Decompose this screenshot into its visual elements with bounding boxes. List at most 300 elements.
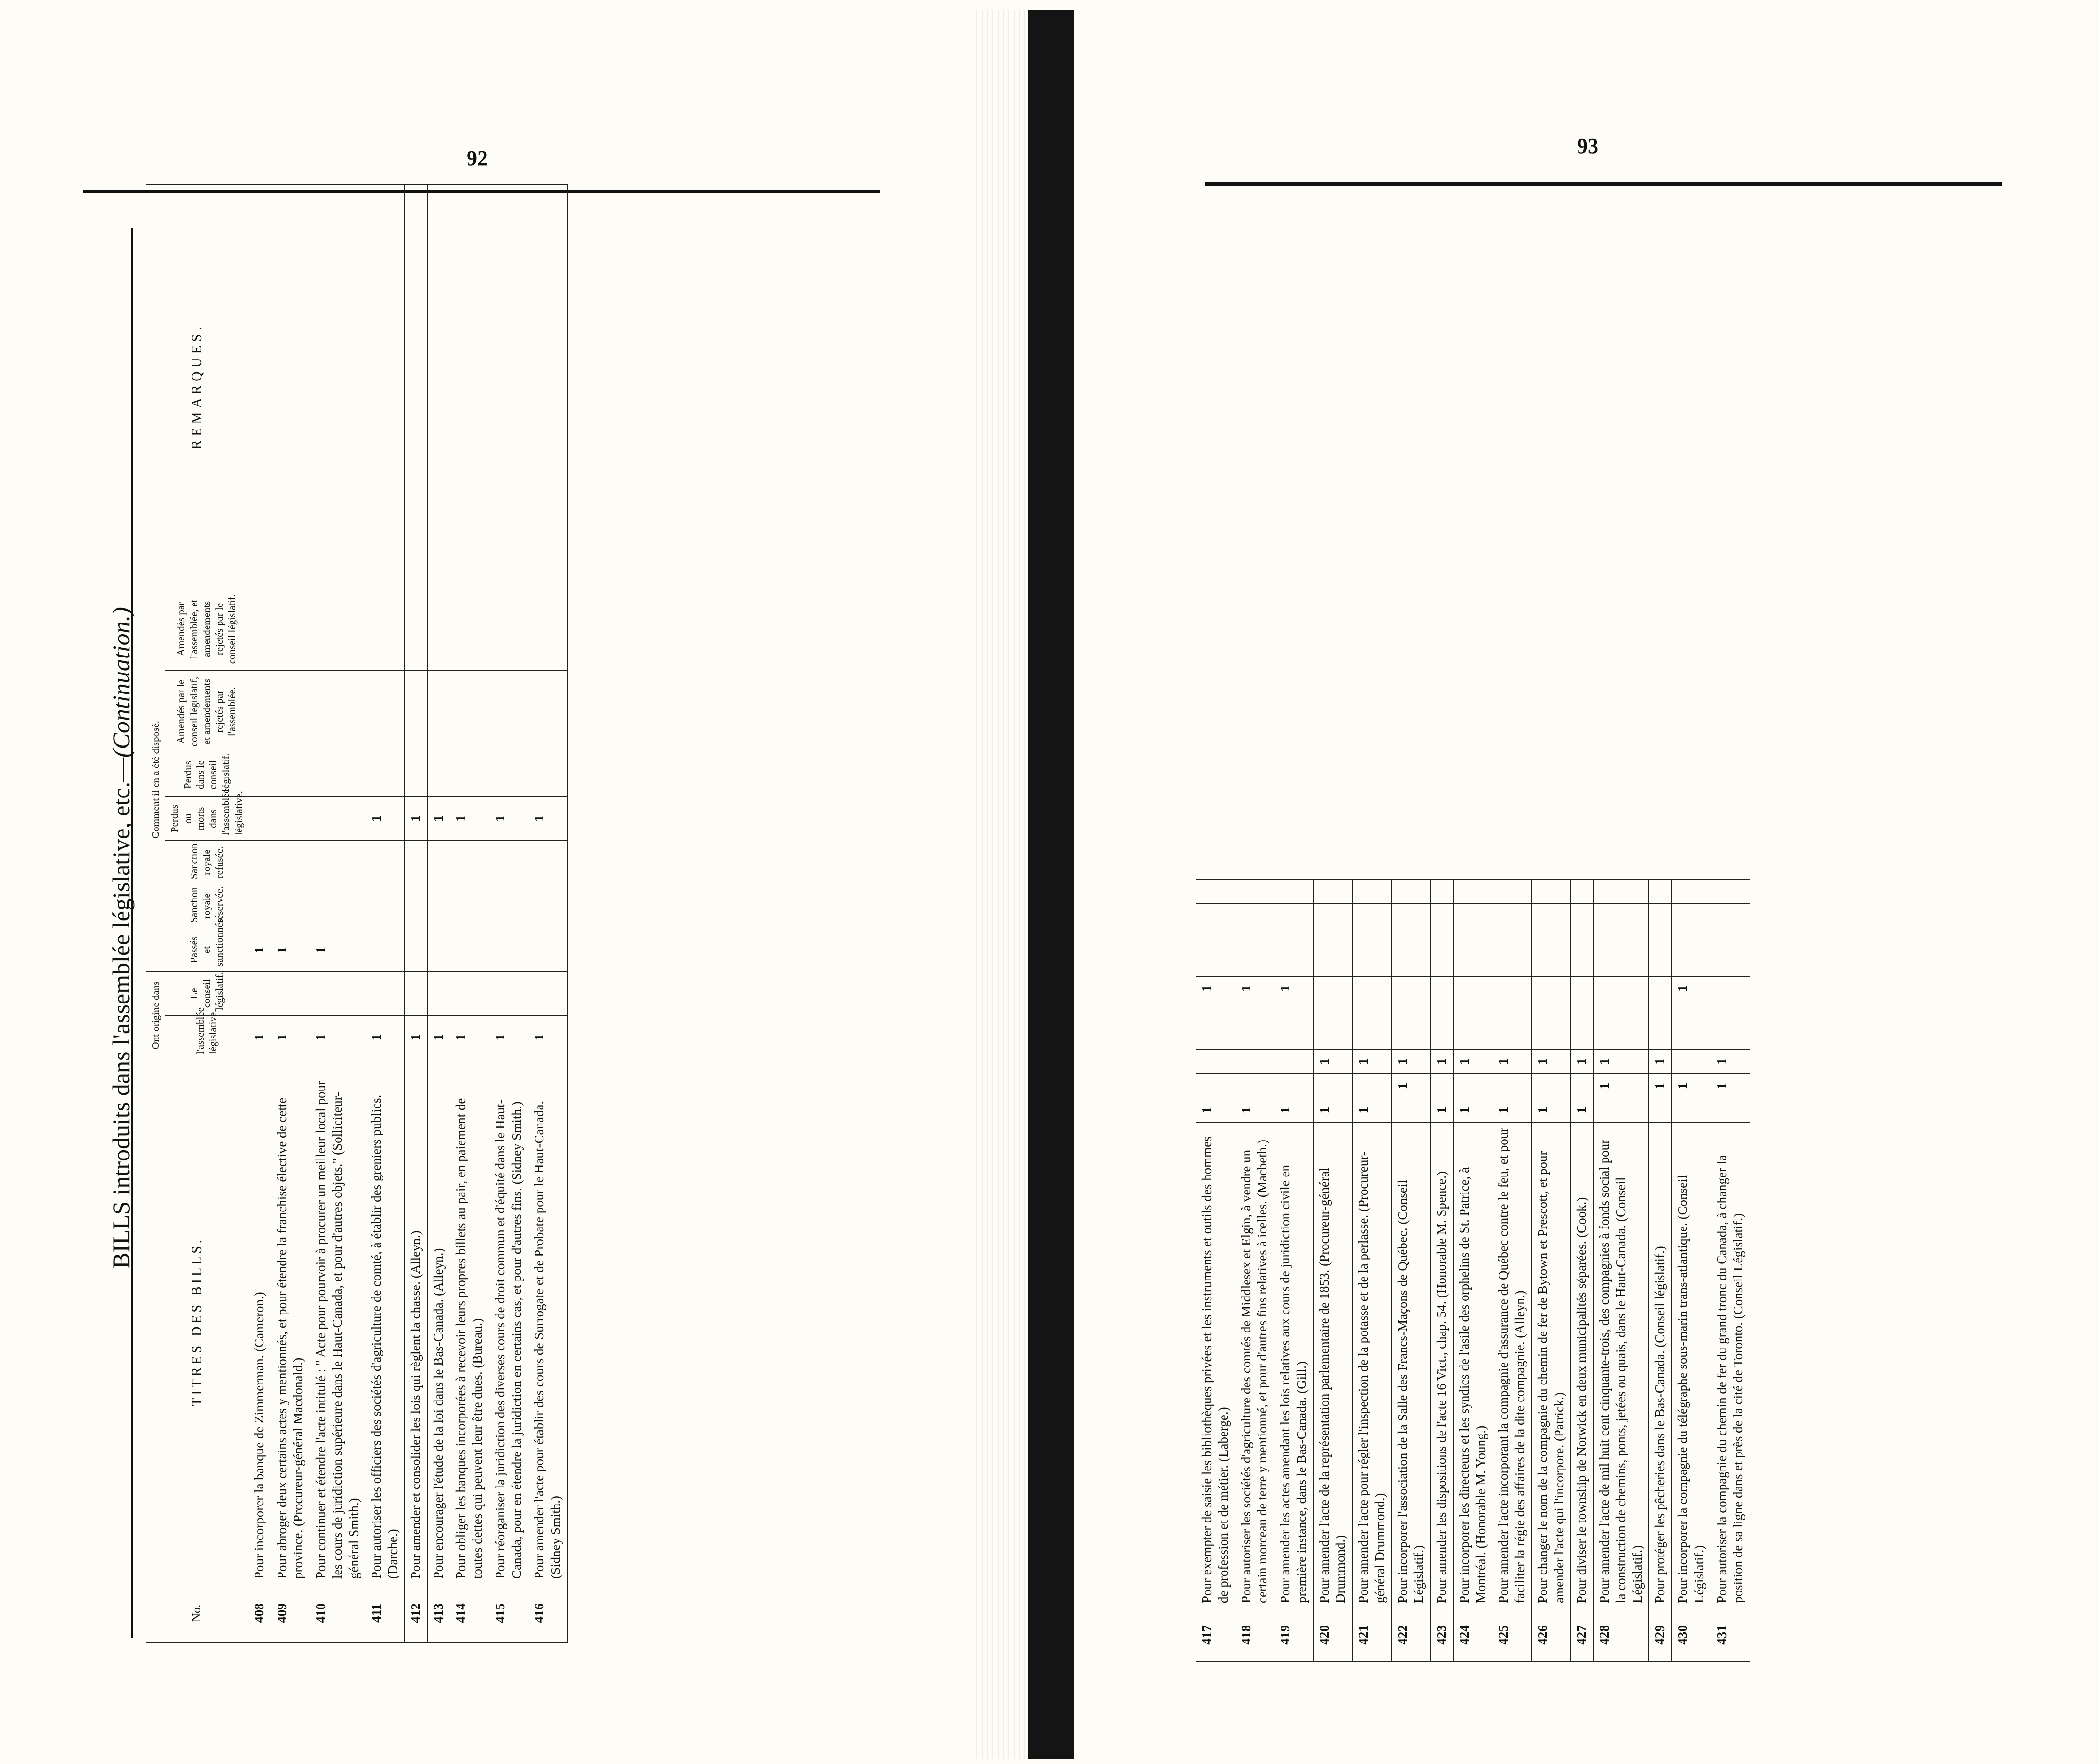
empty-cell <box>1196 904 1235 928</box>
empty-cell <box>450 184 489 588</box>
empty-cell <box>1649 904 1672 928</box>
mark-perdus-conseil <box>271 753 310 796</box>
header-perdus-conseil: Perdus dans le conseil législatif. <box>165 753 248 796</box>
mark-reservee <box>1391 1025 1431 1050</box>
empty-cell <box>489 670 528 753</box>
mark-refusee <box>1649 1001 1672 1025</box>
empty-cell <box>1594 904 1649 928</box>
mark-reservee <box>1313 1025 1353 1050</box>
header-assemblee: l'assemblée législative. <box>165 1016 248 1059</box>
table-body-right <box>1196 880 1750 1662</box>
bill-number: 423 <box>1431 1608 1454 1662</box>
mark-perdus-assemblee <box>248 796 271 840</box>
empty-cell <box>1431 904 1454 928</box>
bill-title: Pour incorporer les directeurs et les syndics de l'asile des orphelins de St. Patrice, à Montréal. (Honorable M. Young.) <box>1453 1123 1492 1608</box>
mark-conseil <box>271 971 310 1015</box>
mark-conseil <box>1313 1074 1353 1098</box>
mark-perdus-assemblee: 1 <box>365 796 405 840</box>
mark-reservee <box>1531 1025 1571 1050</box>
bill-number: 412 <box>404 1584 427 1643</box>
bill-title: Pour changer le nom de la compagnie du chemin de fer de Bytown et Prescott, et pour amender l'acte qui l'incorpore. (Patrick.) <box>1531 1123 1571 1608</box>
mark-perdus-conseil <box>450 753 489 796</box>
mark-perdus-assemblee <box>1711 977 1750 1001</box>
empty-cell <box>1492 928 1532 952</box>
mark-perdus-conseil <box>1649 952 1672 977</box>
mark-perdus-conseil <box>427 753 450 796</box>
mark-assemblee <box>1391 1098 1431 1123</box>
empty-cell <box>1672 880 1711 904</box>
mark-reservee <box>1274 1025 1314 1050</box>
bill-title: Pour protéger les pêcheries dans le Bas-Canada. (Conseil législatif.) <box>1649 1123 1672 1608</box>
mark-refusee <box>1391 1001 1431 1025</box>
mark-perdus-assemblee <box>1531 977 1571 1001</box>
mark-refusee <box>404 840 427 884</box>
empty-cell <box>365 184 405 588</box>
bill-number: 413 <box>427 1584 450 1643</box>
mark-conseil: 1 <box>1649 1074 1672 1098</box>
table-row <box>1492 880 1532 1662</box>
header-remarques: REMARQUES. <box>146 184 248 588</box>
mark-conseil <box>310 971 365 1015</box>
empty-cell <box>1274 904 1314 928</box>
mark-passes: 1 <box>271 928 310 971</box>
mark-assemblee: 1 <box>1353 1098 1392 1123</box>
bill-title: Pour incorporer la banque de Zimmerman. (Cameron.) <box>248 1059 271 1584</box>
empty-cell <box>1571 928 1594 952</box>
empty-cell <box>1492 904 1532 928</box>
bill-title: Pour amender les dispositions de l'acte 16 Vict., chap. 54. (Honorable M. Spence.) <box>1431 1123 1454 1608</box>
mark-perdus-assemblee <box>1453 977 1492 1001</box>
mark-conseil <box>404 971 427 1015</box>
bill-title: Pour amender l'acte pour établir des cours de Surrogate et de Probate pour le Haut-Canada. (Sidney Smith.) <box>528 1059 568 1584</box>
bill-number: 425 <box>1492 1608 1532 1662</box>
mark-refusee <box>271 840 310 884</box>
mark-perdus-assemblee: 1 <box>404 796 427 840</box>
header-comment-dispose: Comment il en a été disposé. <box>146 588 165 971</box>
mark-passes: 1 <box>1571 1050 1594 1074</box>
table-row <box>271 184 310 1642</box>
mark-conseil <box>1196 1074 1235 1098</box>
empty-cell <box>1571 904 1594 928</box>
empty-cell <box>1274 928 1314 952</box>
empty-cell <box>1431 928 1454 952</box>
book-gutter <box>1028 10 1074 1759</box>
table-row <box>1353 880 1392 1662</box>
bill-title: Pour amender et consolider les lois qui règlent la chasse. (Alleyn.) <box>404 1059 427 1584</box>
title-continuation: (Continuation.) <box>107 607 135 758</box>
mark-assemblee: 1 <box>1431 1098 1454 1123</box>
mark-assemblee: 1 <box>1492 1098 1532 1123</box>
mark-perdus-conseil <box>1391 952 1431 977</box>
mark-passes <box>1672 1050 1711 1074</box>
mark-perdus-assemblee <box>1492 977 1532 1001</box>
mark-perdus-assemblee <box>1353 977 1392 1001</box>
empty-cell <box>450 670 489 753</box>
table-row <box>365 184 405 1642</box>
empty-cell <box>248 184 271 588</box>
mark-perdus-assemblee: 1 <box>1274 977 1314 1001</box>
header-ont-origine: Ont origine dans <box>146 971 165 1059</box>
bill-title: Pour autoriser les officiers des sociétés d'agriculture de comté, à établir des greniers publics. (Darche.) <box>365 1059 405 1584</box>
mark-refusee <box>1711 1001 1750 1025</box>
empty-cell <box>489 588 528 670</box>
table-row <box>427 184 450 1642</box>
table-row <box>1196 880 1235 1662</box>
mark-perdus-assemblee <box>1431 977 1454 1001</box>
mark-assemblee: 1 <box>248 1016 271 1059</box>
empty-cell <box>365 588 405 670</box>
empty-cell <box>365 670 405 753</box>
table-row <box>1649 880 1672 1662</box>
empty-cell <box>1313 880 1353 904</box>
bill-number: 416 <box>528 1584 568 1643</box>
bill-title: Pour exempter de saisie les bibliothèques privées et les instruments et outils des hommes de profession et de métier. (Laberge.) <box>1196 1123 1235 1608</box>
mark-passes: 1 <box>310 928 365 971</box>
bill-number: 408 <box>248 1584 271 1643</box>
header-reservee: Sanction royale réservée. <box>165 884 248 928</box>
bill-title: Pour amender l'acte incorporant la compagnie d'assurance de Québec contre le feu, et pour faciliter la régie des affaires de la dite compagnie. (Alleyn.) <box>1492 1123 1532 1608</box>
mark-passes <box>404 928 427 971</box>
mark-passes: 1 <box>1531 1050 1571 1074</box>
table-row <box>310 184 365 1642</box>
empty-cell <box>1391 904 1431 928</box>
table-row <box>528 184 568 1642</box>
mark-perdus-assemblee: 1 <box>1672 977 1711 1001</box>
mark-reservee <box>489 884 528 928</box>
bill-number: 420 <box>1313 1608 1353 1662</box>
empty-cell <box>1711 904 1750 928</box>
mark-perdus-assemblee <box>310 796 365 840</box>
mark-perdus-conseil <box>1672 952 1711 977</box>
empty-cell <box>489 184 528 588</box>
mark-refusee <box>528 840 568 884</box>
empty-cell <box>1711 928 1750 952</box>
mark-refusee <box>1594 1001 1649 1025</box>
mark-passes: 1 <box>248 928 271 971</box>
empty-cell <box>1453 904 1492 928</box>
table-row <box>1391 880 1431 1662</box>
mark-perdus-assemblee <box>1391 977 1431 1001</box>
mark-assemblee: 1 <box>1571 1098 1594 1123</box>
mark-assemblee: 1 <box>427 1016 450 1059</box>
mark-reservee <box>427 884 450 928</box>
document-title: BILLS introduits dans l'assemblée législative, etc.—(Continuation.) <box>107 607 135 1269</box>
mark-assemblee <box>1711 1098 1750 1123</box>
mark-reservee <box>1571 1025 1594 1050</box>
empty-cell <box>1531 928 1571 952</box>
mark-passes: 1 <box>1431 1050 1454 1074</box>
mark-assemblee: 1 <box>489 1016 528 1059</box>
mark-assemblee: 1 <box>1313 1098 1353 1123</box>
mark-refusee <box>310 840 365 884</box>
mark-assemblee: 1 <box>1453 1098 1492 1123</box>
mark-refusee <box>1431 1001 1454 1025</box>
mark-reservee <box>1711 1025 1750 1050</box>
mark-reservee <box>310 884 365 928</box>
mark-conseil <box>1353 1074 1392 1098</box>
mark-conseil <box>528 971 568 1015</box>
mark-passes: 1 <box>1594 1050 1649 1074</box>
mark-assemblee <box>1649 1098 1672 1123</box>
empty-cell <box>1431 880 1454 904</box>
bill-title: Pour amender les actes amendant les lois relatives aux cours de juridiction civile en première instance, dans le Bas-Canada. (Gill.) <box>1274 1123 1314 1608</box>
mark-passes: 1 <box>1711 1050 1750 1074</box>
mark-reservee <box>404 884 427 928</box>
left-page-rotated <box>107 233 889 1643</box>
mark-perdus-conseil <box>1274 952 1314 977</box>
bill-number: 414 <box>450 1584 489 1643</box>
mark-assemblee: 1 <box>271 1016 310 1059</box>
empty-cell <box>427 588 450 670</box>
mark-perdus-conseil <box>365 753 405 796</box>
title-text: BILLS introduits dans l'assemblée législative, etc. <box>107 781 135 1269</box>
mark-passes: 1 <box>1391 1050 1431 1074</box>
mark-reservee <box>1672 1025 1711 1050</box>
table-row <box>1313 880 1353 1662</box>
mark-reservee <box>1453 1025 1492 1050</box>
empty-cell <box>528 670 568 753</box>
table-row <box>1431 880 1454 1662</box>
mark-passes: 1 <box>1649 1050 1672 1074</box>
page-number-right: 93 <box>1577 134 1598 158</box>
empty-cell <box>1649 928 1672 952</box>
empty-cell <box>310 588 365 670</box>
bill-number: 428 <box>1594 1608 1649 1662</box>
mark-assemblee: 1 <box>404 1016 427 1059</box>
table-row <box>248 184 271 1642</box>
mark-refusee <box>450 840 489 884</box>
mark-refusee <box>1353 1001 1392 1025</box>
mark-assemblee: 1 <box>1196 1098 1235 1123</box>
mark-conseil <box>1274 1074 1314 1098</box>
mark-passes: 1 <box>1313 1050 1353 1074</box>
mark-passes <box>1274 1050 1314 1074</box>
mark-assemblee <box>1594 1098 1649 1123</box>
bill-title: Pour réorganiser la juridiction des diverses cours de droit commun et d'équité dans le Haut-Canada, pour en étendre la juridiction en certains cas, et pour d'autres fins. (Sidney Smith.) <box>489 1059 528 1584</box>
empty-cell <box>1531 880 1571 904</box>
mark-perdus-conseil <box>1531 952 1571 977</box>
mark-conseil <box>1492 1074 1532 1098</box>
table-row <box>1672 880 1711 1662</box>
mark-perdus-assemblee: 1 <box>450 796 489 840</box>
mark-refusee <box>1235 1001 1274 1025</box>
bill-number: 430 <box>1672 1608 1711 1662</box>
mark-perdus-conseil <box>1431 952 1454 977</box>
mark-reservee <box>1235 1025 1274 1050</box>
mark-perdus-assemblee: 1 <box>1235 977 1274 1001</box>
empty-cell <box>528 184 568 588</box>
bill-title: Pour obliger les banques incorporées à recevoir leurs propres billets au pair, en paiement de toutes dettes qui peuvent leur être dues. (Bureau.) <box>450 1059 489 1584</box>
table-row <box>404 184 427 1642</box>
bill-number: 426 <box>1531 1608 1571 1662</box>
empty-cell <box>1313 928 1353 952</box>
mark-perdus-conseil <box>1711 952 1750 977</box>
mark-perdus-conseil <box>248 753 271 796</box>
empty-cell <box>1453 928 1492 952</box>
mark-assemblee <box>1672 1098 1711 1123</box>
table-row <box>489 184 528 1642</box>
bill-number: 431 <box>1711 1608 1750 1662</box>
mark-assemblee: 1 <box>1531 1098 1571 1123</box>
mark-passes <box>450 928 489 971</box>
empty-cell <box>404 184 427 588</box>
bill-title: Pour continuer et étendre l'acte intitulé : " Acte pour pourvoir à procurer un meilleur local pour les cours de juridiction supérieure dans le Haut-Canada, et pour d'autres objets." (Solliciteur-général Smith.) <box>310 1059 365 1584</box>
empty-cell <box>1353 904 1392 928</box>
mark-reservee <box>1649 1025 1672 1050</box>
bill-title: Pour incorporer l'association de la Salle des Francs-Maçons de Québec. (Conseil Législatif.) <box>1391 1123 1431 1608</box>
empty-cell <box>310 184 365 588</box>
mark-passes <box>1235 1050 1274 1074</box>
bill-title: Pour amender l'acte de la représentation parlementaire de 1853. (Procureur-général Drummond.) <box>1313 1123 1353 1608</box>
empty-cell <box>427 184 450 588</box>
empty-cell <box>1594 928 1649 952</box>
mark-refusee <box>1196 1001 1235 1025</box>
empty-cell <box>1235 880 1274 904</box>
mark-assemblee: 1 <box>1235 1098 1274 1123</box>
mark-perdus-assemblee <box>1649 977 1672 1001</box>
bill-number: 409 <box>271 1584 310 1643</box>
empty-cell <box>1649 880 1672 904</box>
bill-title: Pour encourager l'étude de la loi dans le Bas-Canada. (Alleyn.) <box>427 1059 450 1584</box>
empty-cell <box>1313 904 1353 928</box>
table-row <box>1711 880 1750 1662</box>
empty-cell <box>528 588 568 670</box>
empty-cell <box>1391 880 1431 904</box>
mark-refusee <box>427 840 450 884</box>
table-body-left <box>248 184 567 1642</box>
bill-number: 417 <box>1196 1608 1235 1662</box>
mark-refusee <box>1531 1001 1571 1025</box>
bill-number: 418 <box>1235 1608 1274 1662</box>
bill-title: Pour diviser le township de Norwick en deux municipalités séparées. (Cook.) <box>1571 1123 1594 1608</box>
mark-reservee <box>1431 1025 1454 1050</box>
mark-perdus-conseil <box>528 753 568 796</box>
mark-assemblee: 1 <box>528 1016 568 1059</box>
mark-perdus-conseil <box>1453 952 1492 977</box>
empty-cell <box>1235 904 1274 928</box>
empty-cell <box>404 588 427 670</box>
mark-conseil: 1 <box>1672 1074 1711 1098</box>
bills-table-right <box>1196 879 1750 1662</box>
mark-refusee <box>248 840 271 884</box>
mark-perdus-assemblee: 1 <box>528 796 568 840</box>
bill-number: 421 <box>1353 1608 1392 1662</box>
table-row <box>1453 880 1492 1662</box>
empty-cell <box>1571 880 1594 904</box>
mark-reservee <box>1353 1025 1392 1050</box>
table-row <box>1235 880 1274 1662</box>
empty-cell <box>1492 880 1532 904</box>
table-row <box>450 184 489 1642</box>
mark-passes <box>427 928 450 971</box>
bill-number: 424 <box>1453 1608 1492 1662</box>
empty-cell <box>248 670 271 753</box>
mark-conseil <box>450 971 489 1015</box>
bill-number: 415 <box>489 1584 528 1643</box>
mark-reservee <box>248 884 271 928</box>
mark-perdus-assemblee: 1 <box>1196 977 1235 1001</box>
mark-perdus-conseil <box>1196 952 1235 977</box>
mark-perdus-assemblee <box>1594 977 1649 1001</box>
table-row <box>1594 880 1649 1662</box>
mark-passes: 1 <box>1453 1050 1492 1074</box>
bill-number: 429 <box>1649 1608 1672 1662</box>
mark-perdus-conseil <box>1353 952 1392 977</box>
bill-title: Pour amender l'acte de mil huit cent cinquante-trois, des compagnies à fonds social pour la construction de chemins, ponts, jetées ou quais, dans le Haut-Canada. (Conseil Législatif.) <box>1594 1123 1649 1608</box>
table-row <box>1571 880 1594 1662</box>
empty-cell <box>271 670 310 753</box>
mark-passes <box>1196 1050 1235 1074</box>
header-amendes-assemblee: Amendés par l'assemblée, et amendements rejetés par le conseil législatif. <box>165 588 248 670</box>
header-titres: TITRES DES BILLS. <box>146 1059 248 1584</box>
page-number-left: 92 <box>467 146 488 170</box>
mark-reservee <box>1492 1025 1532 1050</box>
gutter-speckle <box>972 10 1025 1759</box>
mark-reservee <box>528 884 568 928</box>
empty-cell <box>1196 880 1235 904</box>
mark-conseil <box>365 971 405 1015</box>
mark-perdus-conseil <box>310 753 365 796</box>
bill-number: 422 <box>1391 1608 1431 1662</box>
mark-conseil <box>1571 1074 1594 1098</box>
empty-cell <box>1353 928 1392 952</box>
bill-number: 410 <box>310 1584 365 1643</box>
header-refusee: Sanction royale refusée. <box>165 840 248 884</box>
empty-cell <box>271 588 310 670</box>
mark-refusee <box>365 840 405 884</box>
mark-passes <box>365 928 405 971</box>
empty-cell <box>1235 928 1274 952</box>
mark-conseil: 1 <box>1711 1074 1750 1098</box>
mark-conseil: 1 <box>1391 1074 1431 1098</box>
bill-title: Pour abroger deux certains actes y mentionnés, et pour étendre la franchise élective de cette province. (Procureur-général Macdonald.) <box>271 1059 310 1584</box>
mark-conseil <box>1531 1074 1571 1098</box>
mark-perdus-assemblee <box>271 796 310 840</box>
mark-perdus-conseil <box>404 753 427 796</box>
empty-cell <box>1353 880 1392 904</box>
mark-perdus-assemblee <box>1571 977 1594 1001</box>
empty-cell <box>427 670 450 753</box>
empty-cell <box>1453 880 1492 904</box>
mark-conseil <box>1453 1074 1492 1098</box>
header-conseil: Le conseil législatif. <box>165 971 248 1015</box>
header-passes: Passés et sanctionnés. <box>165 928 248 971</box>
mark-refusee <box>489 840 528 884</box>
mark-perdus-conseil <box>1313 952 1353 977</box>
mark-reservee <box>450 884 489 928</box>
mark-assemblee: 1 <box>450 1016 489 1059</box>
mark-perdus-assemblee: 1 <box>427 796 450 840</box>
mark-perdus-assemblee <box>1313 977 1353 1001</box>
bill-title: Pour autoriser les sociétés d'agriculture des comtés de Middlesex et Elgin, à vendre un certain morceau de terre y mentionné, et pour d'autres fins relatives à icelles. (Macbeth.) <box>1235 1123 1274 1608</box>
mark-assemblee: 1 <box>365 1016 405 1059</box>
mark-reservee <box>1594 1025 1649 1050</box>
mark-refusee <box>1313 1001 1353 1025</box>
mark-perdus-conseil <box>1235 952 1274 977</box>
table-row <box>1274 880 1314 1662</box>
mark-perdus-conseil <box>1571 952 1594 977</box>
empty-cell <box>271 184 310 588</box>
bills-table-left <box>146 184 568 1643</box>
mark-conseil <box>489 971 528 1015</box>
bill-number: 419 <box>1274 1608 1314 1662</box>
mark-refusee <box>1274 1001 1314 1025</box>
empty-cell <box>1711 880 1750 904</box>
mark-reservee <box>1196 1025 1235 1050</box>
mark-passes: 1 <box>1492 1050 1532 1074</box>
empty-cell <box>310 670 365 753</box>
mark-refusee <box>1672 1001 1711 1025</box>
